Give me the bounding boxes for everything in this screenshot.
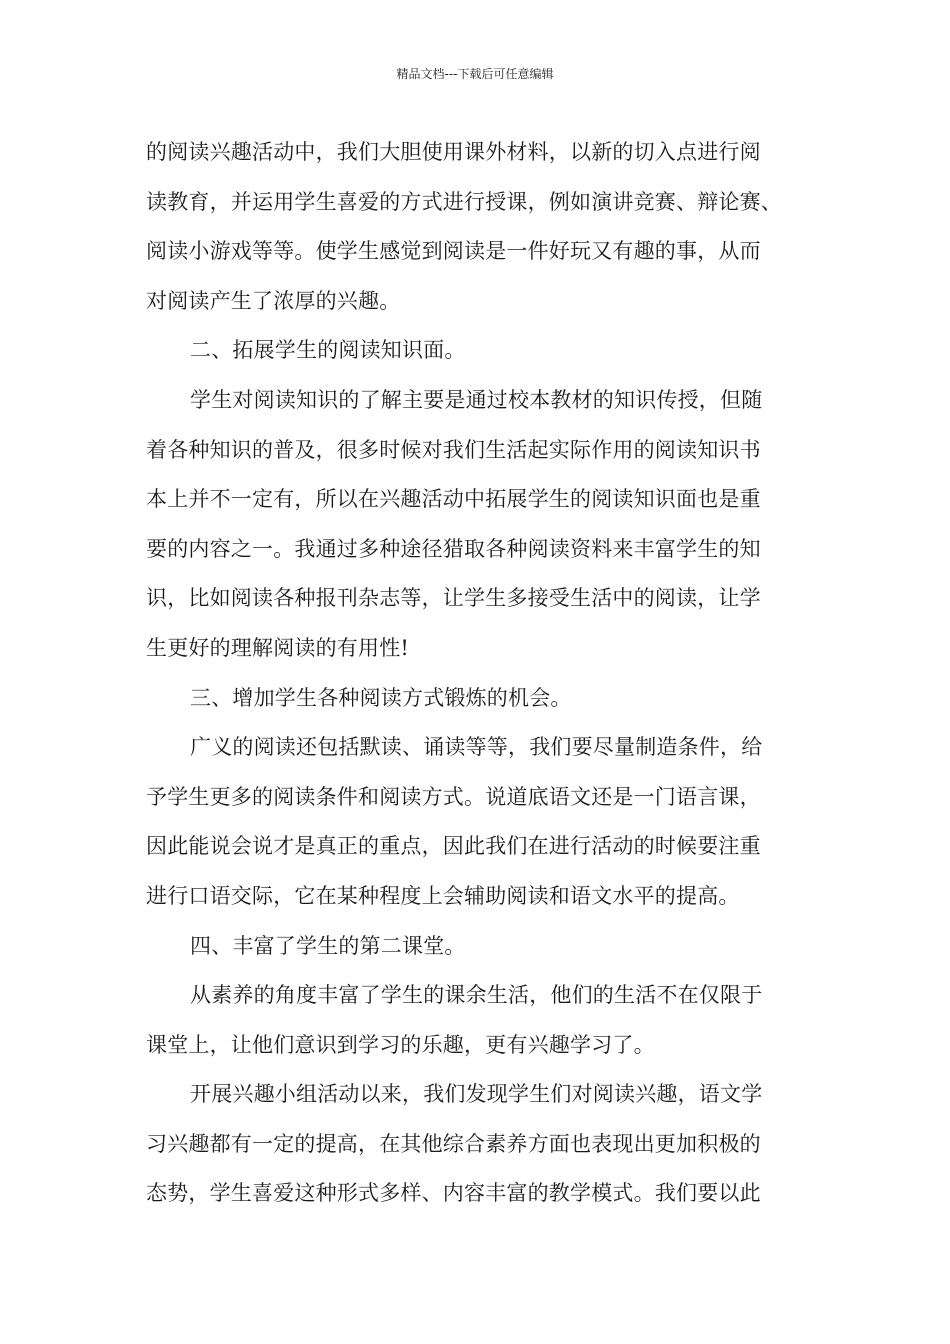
text-line: 本上并不一定有，所以在兴趣活动中拓展学生的阅读知识面也是重 xyxy=(146,487,761,512)
text-line: 从素养的角度丰富了学生的课余生活，他们的生活不在仅限于 xyxy=(190,983,763,1008)
text-line: 识，比如阅读各种报刊杂志等，让学生多接受生活中的阅读，让学 xyxy=(146,586,761,611)
text-line: 对阅读产生了浓厚的兴趣。 xyxy=(146,288,401,313)
section-heading: 三、增加学生各种阅读方式锻炼的机会。 xyxy=(190,685,572,710)
text-line: 学生对阅读知识的了解主要是通过校本教材的知识传授，但随 xyxy=(190,387,763,412)
text-line: 生更好的理解阅读的有用性! xyxy=(146,635,410,660)
text-line: 着各种知识的普及，很多时候对我们生活起实际作用的阅读知识书 xyxy=(146,437,761,462)
text-line: 课堂上，让他们意识到学习的乐趣，更有兴趣学习了。 xyxy=(146,1032,655,1057)
text-line: 开展兴趣小组活动以来，我们发现学生们对阅读兴趣，语文学 xyxy=(190,1082,763,1107)
text-line: 进行口语交际，它在某种程度上会辅助阅读和语文水平的提高。 xyxy=(146,883,740,908)
text-line: 因此能说会说才是真正的重点，因此我们在进行活动的时候要注重 xyxy=(146,834,761,859)
text-line: 广义的阅读还包括默读、诵读等等，我们要尽量制造条件，给 xyxy=(190,735,763,760)
page-header: 精品文档---下载后可任意编辑 xyxy=(396,67,554,81)
text-line: 态势，学生喜爱这种形式多样、内容丰富的教学模式。我们要以此 xyxy=(146,1181,761,1206)
text-line: 的阅读兴趣活动中，我们大胆使用课外材料，以新的切入点进行阅 xyxy=(146,140,761,164)
text-line: 要的内容之一。我通过多种途径猎取各种阅读资料来丰富学生的知 xyxy=(146,536,761,561)
section-heading: 四、丰富了学生的第二课堂。 xyxy=(190,933,466,958)
text-line: 予学生更多的阅读条件和阅读方式。说道底语文还是一门语言课， xyxy=(146,784,761,809)
document-body xyxy=(146,128,811,1219)
text-line: 读教育，并运用学生喜爱的方式进行授课，例如演讲竞赛、辩论赛、 xyxy=(146,189,782,214)
section-heading: 二、拓展学生的阅读知识面。 xyxy=(190,338,466,363)
text-line: 习兴趣都有一定的提高，在其他综合素养方面也表现出更加积极的 xyxy=(146,1131,761,1156)
text-line: 阅读小游戏等等。使学生感觉到阅读是一件好玩又有趣的事，从而 xyxy=(146,239,761,264)
